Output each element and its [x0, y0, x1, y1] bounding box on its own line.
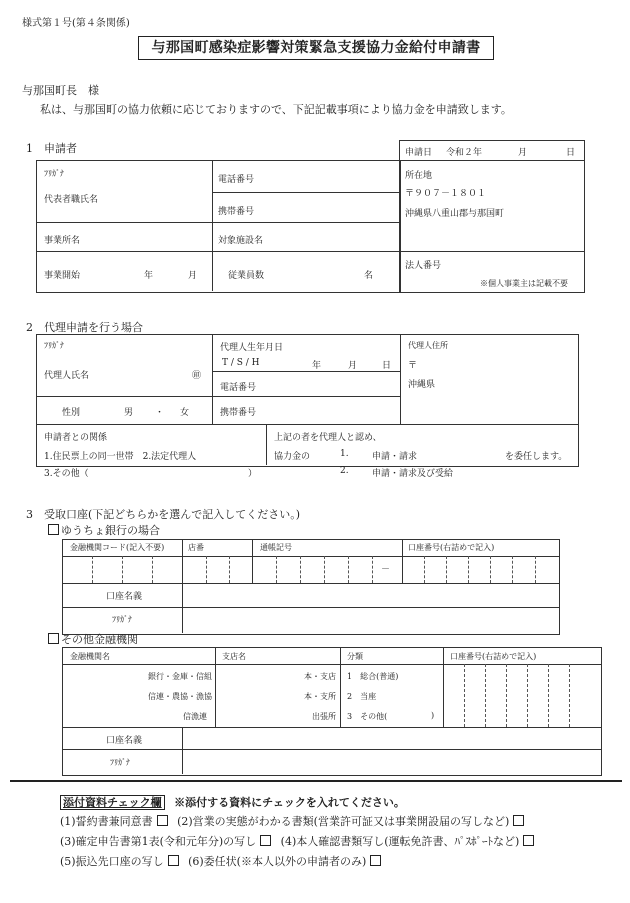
relation-label: 申請者との関係 — [44, 433, 108, 443]
attach-item-4: (4)本人確認書類写し(運転免許書、ﾊﾟｽﾎﾟｰﾄなど) — [280, 835, 520, 848]
other-col-class: 分類 — [347, 652, 363, 661]
attach-item-2: (2)営業の実態がわかる書類(営業許可証又は事業開設届の写しなど) — [177, 815, 510, 828]
agent-birth-eras[interactable]: T / S / H — [222, 358, 260, 368]
bank-type-2[interactable]: 信連・農協・漁協 — [148, 692, 212, 701]
attach-checkbox-6[interactable] — [370, 855, 381, 866]
yucho-col-account: 口座番号(右詰めで記入) — [408, 543, 495, 552]
class-option-2[interactable]: 2 当座 — [347, 692, 377, 701]
attach-checkbox-4[interactable] — [523, 835, 534, 846]
agent-postal[interactable]: 〒 — [408, 361, 418, 371]
facility-name-label[interactable]: 対象施設名 — [218, 236, 264, 246]
section2-heading: 2 代理申請を行う場合 — [26, 321, 143, 334]
yucho-furigana-label[interactable]: ﾌﾘｶﾞﾅ — [112, 615, 132, 624]
date-month: 月 — [518, 148, 528, 158]
yucho-col-branch: 店番 — [188, 543, 204, 552]
start-label[interactable]: 事業開始 — [44, 271, 81, 281]
delegate-opt2-number[interactable]: 2. — [340, 466, 349, 476]
other-furigana-label[interactable]: ﾌﾘｶﾞﾅ — [110, 758, 130, 767]
agent-birth-month: 月 — [348, 361, 358, 371]
delegate-text: 上記の者を代理人と認め、 — [274, 433, 382, 443]
corp-number-note: ※個人事業主は記載不要 — [480, 279, 568, 288]
gender-female[interactable]: 女 — [180, 408, 190, 418]
postal-code: 〒９０７－１８０１ — [405, 189, 487, 199]
passbook-dash: － — [381, 565, 391, 575]
branch-type-1[interactable]: 本・支店 — [304, 672, 336, 681]
delegate-opt1-number[interactable]: 1. — [340, 449, 349, 459]
agent-birth-year: 年 — [312, 361, 322, 371]
class-option-3[interactable]: 3 その他( — [347, 712, 388, 721]
delegate-opt1[interactable]: 申請・請求 — [372, 452, 418, 462]
attach-line-1 — [60, 813, 524, 829]
agent-birth-day: 日 — [382, 361, 392, 371]
relation-close: ） — [248, 469, 258, 479]
form-number: 様式第１号(第４条関係) — [22, 18, 130, 29]
agent-pref: 沖縄県 — [408, 380, 436, 390]
furigana-label: ﾌﾘｶﾞﾅ — [44, 169, 64, 178]
start-year-unit: 年 — [144, 271, 154, 281]
agent-address-label: 代理人住所 — [408, 341, 448, 350]
date-era: 令和２年 — [446, 148, 483, 158]
attach-item-1: (1)誓約書兼同意書 — [60, 815, 153, 828]
persons-unit: 名 — [364, 271, 374, 281]
address-label: 所在地 — [405, 171, 433, 181]
agent-mobile-label[interactable]: 携帯番号 — [220, 408, 257, 418]
attach-line-3 — [60, 853, 381, 869]
relation-options-1-2[interactable]: 1.住民票上の同一世帯 2.法定代理人 — [44, 452, 197, 462]
other-account-name-label[interactable]: 口座名義 — [106, 736, 143, 746]
phone-label[interactable]: 電話番号 — [218, 175, 255, 185]
attach-header — [60, 794, 405, 810]
attach-checkbox-2[interactable] — [513, 815, 524, 826]
intro-text: 私は、与那国町の協力依頼に応じておりますので、下記記載事項により協力金を申請致します。 — [40, 103, 512, 116]
office-name-label[interactable]: 事業所名 — [44, 236, 81, 246]
gender-label: 性別 — [62, 408, 81, 418]
address-text: 沖縄県八重山郡与那国町 — [405, 209, 505, 219]
attach-item-3: (3)確定申告書第1表(令和元年分)の写し — [60, 835, 257, 848]
yucho-checkbox[interactable] — [48, 524, 59, 535]
gender-separator: ・ — [155, 408, 165, 418]
other-col-bank: 金融機関名 — [70, 652, 110, 661]
branch-type-3[interactable]: 出張所 — [312, 712, 336, 721]
attach-line-2 — [60, 833, 534, 849]
relation-option-3[interactable]: 3.その他（ — [44, 469, 89, 479]
start-month-unit: 月 — [188, 271, 198, 281]
kyoryokukin-label: 協力金の — [274, 452, 311, 462]
delegate-end: を委任します。 — [505, 452, 568, 462]
agent-furigana-label: ﾌﾘｶﾞﾅ — [44, 341, 64, 350]
attach-label: 添付資料チェック欄 — [60, 795, 165, 810]
section1-heading: 1 申請者 — [26, 142, 77, 155]
bank-type-3[interactable]: 信漁連 — [183, 712, 207, 721]
branch-type-2[interactable]: 本・支所 — [304, 692, 336, 701]
other-col-branch: 支店名 — [222, 652, 246, 661]
attach-checkbox-3[interactable] — [260, 835, 271, 846]
yucho-col-passbook: 通帳記号 — [260, 543, 292, 552]
agent-phone-label[interactable]: 電話番号 — [220, 383, 257, 393]
bottom-divider — [10, 780, 622, 782]
attach-instruction: ※添付する資料にチェックを入れてください。 — [174, 796, 405, 809]
class-option-3-close: ) — [431, 711, 435, 720]
attach-checkbox-1[interactable] — [157, 815, 168, 826]
attach-checkbox-5[interactable] — [168, 855, 179, 866]
date-label: 申請日 — [405, 148, 433, 158]
class-option-1[interactable]: 1 総合(普通) — [347, 672, 399, 681]
seal-mark: ㊞ — [192, 371, 202, 381]
yucho-title: ゆうちょ銀行の場合 — [48, 522, 160, 538]
other-bank-checkbox[interactable] — [48, 633, 59, 644]
form-title: 与那国町感染症影響対策緊急支援協力金給付申請書 — [138, 36, 494, 60]
date-day: 日 — [566, 148, 576, 158]
yucho-col-bank-code: 金融機関コード(記入不要) — [70, 543, 165, 552]
bank-type-1[interactable]: 銀行・金庫・信組 — [148, 672, 212, 681]
rep-name-label[interactable]: 代表者職氏名 — [44, 195, 99, 205]
employees-label[interactable]: 従業員数 — [228, 271, 265, 281]
addressee: 与那国町長 様 — [22, 84, 99, 97]
agent-table — [36, 334, 579, 467]
agent-name-label[interactable]: 代理人氏名 — [44, 371, 90, 381]
attach-item-6: (6)委任状(※本人以外の申請者のみ) — [188, 855, 367, 868]
yucho-account-name-label[interactable]: 口座名義 — [106, 592, 143, 602]
gender-male[interactable]: 男 — [124, 408, 134, 418]
yucho-table — [62, 539, 560, 635]
attach-item-5: (5)振込先口座の写し — [60, 855, 164, 868]
delegate-opt2[interactable]: 申請・請求及び受給 — [372, 469, 454, 479]
section3-heading: 3 受取口座(下記どちらかを選んで記入してください。) — [26, 508, 301, 521]
agent-birth-label: 代理人生年月日 — [220, 343, 284, 353]
mobile-label[interactable]: 携帯番号 — [218, 207, 255, 217]
other-bank-title: その他金融機関 — [48, 631, 138, 647]
other-col-account: 口座番号(右詰めで記入) — [450, 652, 537, 661]
corp-number-label[interactable]: 法人番号 — [405, 261, 442, 271]
